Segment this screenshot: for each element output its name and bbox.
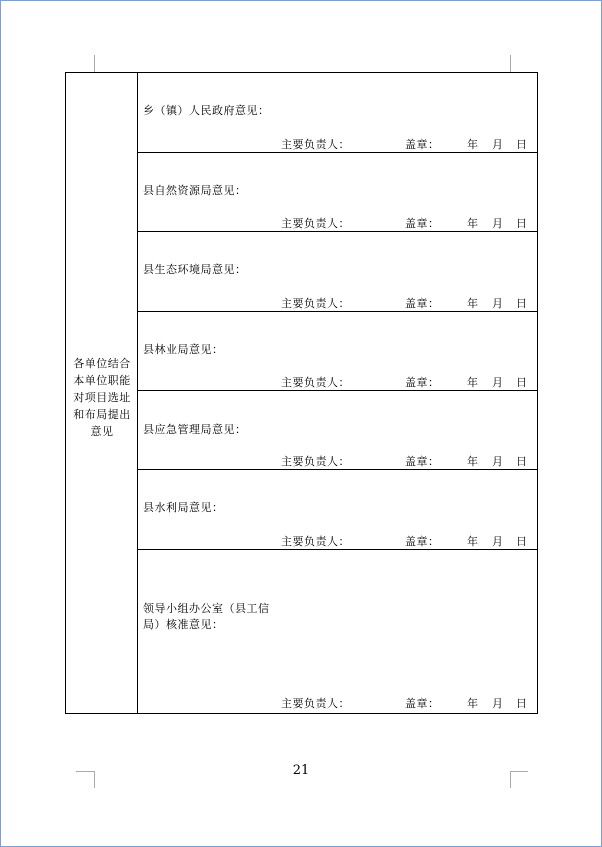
opinion-row: [138, 153, 537, 232]
signature-seal-label: 盖章：: [405, 297, 440, 310]
signature-day-label: 日: [516, 217, 528, 230]
crop-mark-top-right-v: [510, 55, 511, 72]
signature-year-label: 年: [467, 297, 479, 310]
signature-person-label: 主要负责人：: [281, 297, 350, 310]
signature-day-label: 日: [516, 455, 528, 468]
signature-year-label: 年: [467, 697, 479, 710]
opinion-row: [138, 391, 537, 470]
signature-seal-label: 盖章：: [405, 455, 440, 468]
opinion-row: [138, 232, 537, 312]
signature-year-label: 年: [467, 535, 479, 548]
signature-seal-label: 盖章：: [405, 697, 440, 710]
signature-person-label: 主要负责人：: [281, 217, 350, 230]
opinion-table: [65, 72, 538, 714]
signature-month-label: 月: [492, 138, 504, 151]
signature-person-label: 主要负责人：: [281, 376, 350, 389]
opinion-label: 县自然资源局意见：: [143, 184, 247, 197]
left-label-text: 各单位结合本单位职能对项目选址和布局提出意见: [73, 357, 131, 438]
signature-day-label: 日: [516, 697, 528, 710]
signature-month-label: 月: [492, 455, 504, 468]
signature-day-label: 日: [516, 297, 528, 310]
signature-day-label: 日: [516, 138, 528, 151]
page-number: 21: [292, 763, 310, 778]
signature-month-label: 月: [492, 217, 504, 230]
signature-person-label: 主要负责人：: [281, 455, 350, 468]
signature-person-label: 主要负责人：: [281, 535, 350, 548]
signature-person-label: 主要负责人：: [281, 697, 350, 710]
opinion-row: [138, 73, 537, 153]
signature-month-label: 月: [492, 535, 504, 548]
signature-month-label: 月: [492, 697, 504, 710]
signature-day-label: 日: [516, 535, 528, 548]
crop-mark-top-left-v: [94, 55, 95, 72]
opinion-label: 领导小组办公室（县工信局）核准意见：: [143, 602, 270, 631]
signature-year-label: 年: [467, 217, 479, 230]
left-label-cell: [66, 73, 138, 713]
opinion-row: [138, 550, 537, 715]
signature-day-label: 日: [516, 376, 528, 389]
signature-seal-label: 盖章：: [405, 217, 440, 230]
signature-seal-label: 盖章：: [405, 535, 440, 548]
opinion-label: 县应急管理局意见：: [143, 423, 247, 436]
signature-year-label: 年: [467, 455, 479, 468]
signature-seal-label: 盖章：: [405, 138, 440, 151]
signature-year-label: 年: [467, 138, 479, 151]
signature-seal-label: 盖章：: [405, 376, 440, 389]
opinion-label: 县林业局意见：: [143, 343, 224, 356]
opinion-row: [138, 470, 537, 550]
opinion-label: 乡（镇）人民政府意见：: [143, 104, 270, 117]
opinion-row: [138, 312, 537, 391]
signature-person-label: 主要负责人：: [281, 138, 350, 151]
signature-month-label: 月: [492, 376, 504, 389]
signature-month-label: 月: [492, 297, 504, 310]
opinion-label: 县水利局意见：: [143, 501, 224, 514]
opinion-label: 县生态环境局意见：: [143, 263, 247, 276]
signature-year-label: 年: [467, 376, 479, 389]
